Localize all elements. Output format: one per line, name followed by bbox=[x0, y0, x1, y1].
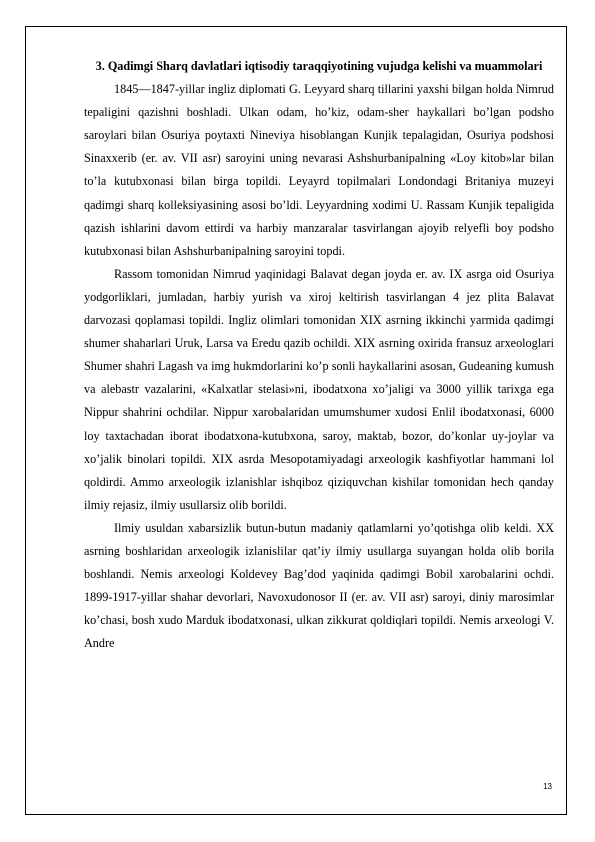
paragraph-1: 1845—1847-yillar ingliz diplomati G. Leyyard sharq tillarini yaxshi bilgan holda Nimrud tepaligini qazishni boshladi. Ulkan odam, ho’kiz, odam-sher haykallari bo’lgan podsho saroylari bilan Osuriya poytaxti Nineviya hisoblangan Kunjik tepalagidan, Osuriya podshosi Sinaxxerib (er. av. VII asr) saroyini uning nevarasi Ashshurbanipalning «Loy kitob»lar bilan to’la kutubxonasi bilan birga topildi. Leyayrd topilmalari Londondagi Britaniya muzeyi qadimgi sharq kolleksiyasining asosi bo’ldi. Leyyardning xodimi U. Rassam Kunjik tepaligida qazish ishlarini davom ettirdi va harbiy manzaralar tasvirlangan ajoyib relyefli boy podsho kutubxonasi bilan Ashshurbanipalning saroyini topdi. bbox=[84, 82, 554, 258]
section-title: 3. Qadimgi Sharq davlatlari iqtisodiy taraqqiyotining vujudga kelishi va muammolari bbox=[95, 59, 543, 73]
document-body bbox=[84, 55, 554, 655]
paragraph-2: Rassom tomonidan Nimrud yaqinidagi Balavat degan joyda er. av. IX asrga oid Osuriya yodgorliklari, jumladan, harbiy yurish va xiroj keltirish tasvirlangan 4 jez plita Balavat darvozasi qoplamasi topildi. Ingliz olimlari tomonidan XIX asrning ikkinchi yarmida qadimgi shumer shaharlari Uruk, Larsa va Eredu qazib ochildi. XIX asrning oxirida fransuz arxeologlari Shumer shahri Lagash va img hukmdorlarini ko’p sonli haykallarini asosan, Gudeaning kumush va alebastr vazalarini, «Kalxatlar stelasi»ni, ibodatxona xo’jaligi va 3000 yillik tarixga ega Nippur shahrini ochdilar. Nippur xarobalaridan umumshumer xudosi Enlil ibodatxonasi, 6000 loy taxtachadan iborat ibodatxona-kutubxona, saroy, maktab, bozor, do’konlar uy-joylar va xo’jalik binolari topildi. XIX asrda Mesopotamiyadagi arxeologik kashfiyotlar hammani lol qoldirdi. Ammo arxeologik izlanishlar ishqiboz qiziquvchan kishilar tomonidan hech qanday ilmiy rejasiz, ilmiy usullarsiz olib borildi. bbox=[84, 266, 554, 512]
page-number: 13 bbox=[543, 782, 552, 791]
paragraph-3: Ilmiy usuldan xabarsizlik butun-butun madaniy qatlamlarni yo’qotishga olib keldi. XX asrning boshlaridan arxeologik izlanislilar qat’iy ilmiy usullarga suyangan holda olib borila boshlandi. Nemis arxeologi Koldevey Bag’dod yaqinida qadimgi Bobil xarobalarini ochdi. 1899-1917-yillar shahar devorlari, Navoxudonosor II (er. av. VII asr) saroyi, diniy marosimlar ko’chasi, bosh xudo Marduk ibodatxonasi, ulkan zikkurat qoldiqlari topildi. Nemis arxeologi V. Andre bbox=[84, 520, 554, 651]
